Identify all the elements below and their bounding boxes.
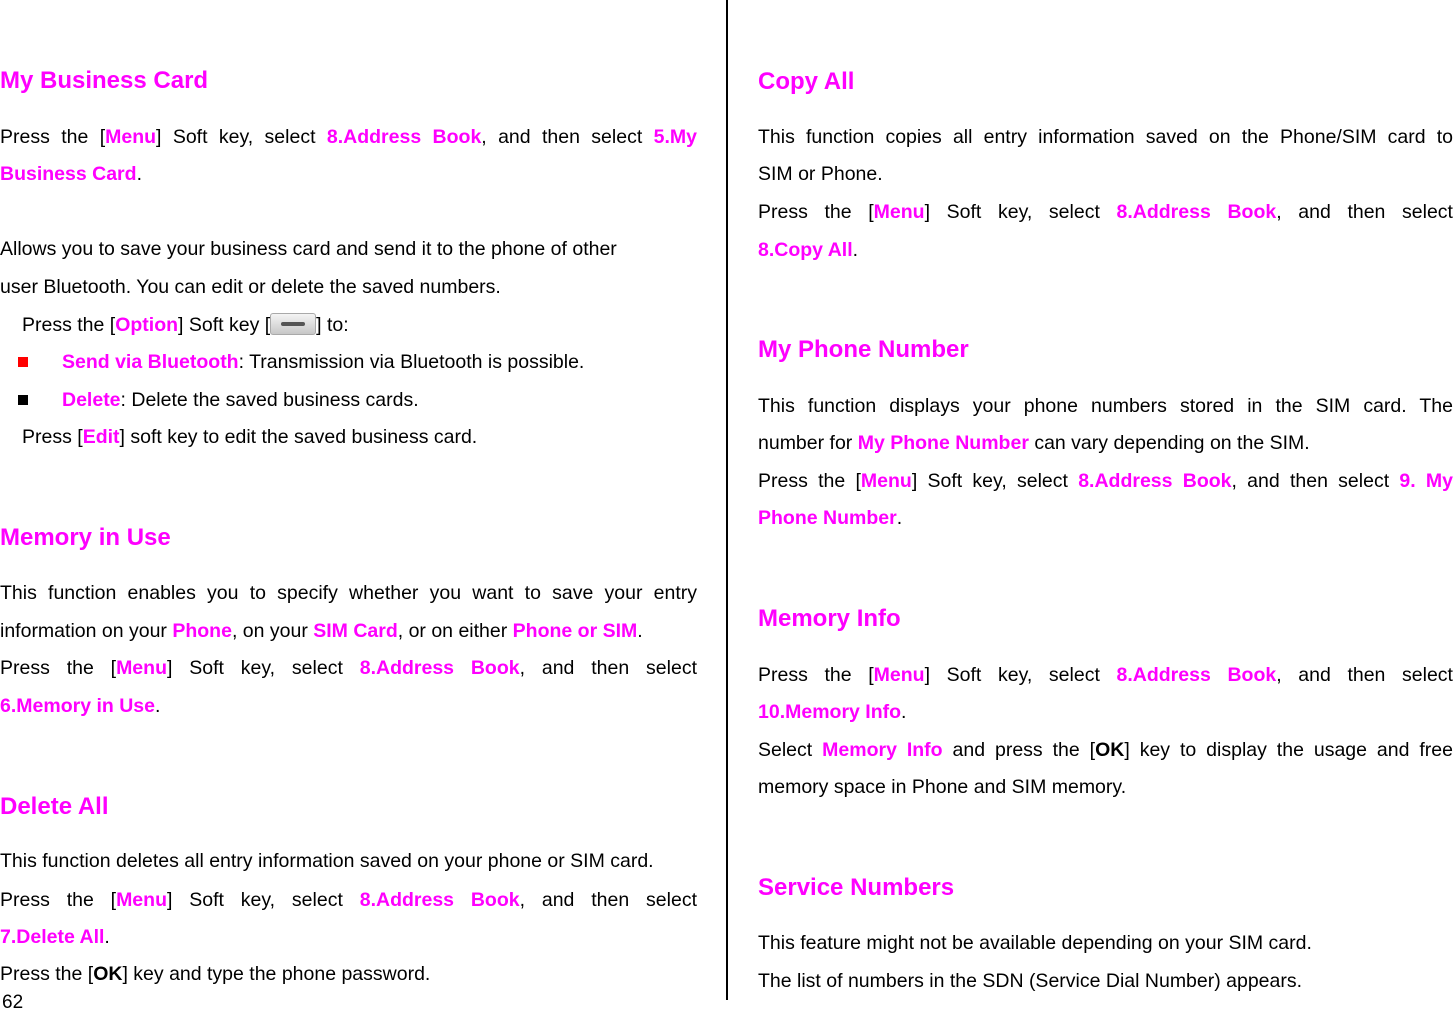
delete-all-line-1: This function deletes all entry information saved on your phone or SIM card.	[0, 850, 654, 872]
softkey-dash-icon	[270, 313, 316, 335]
edit-softkey-line: Press [Edit] soft key to edit the saved business card.	[22, 426, 478, 448]
black-square-bullet-icon	[18, 395, 28, 405]
heading-my-business-card: My Business Card	[0, 67, 209, 94]
memory-use-line-2: information on your Phone, on your SIM Card, or on either Phone or SIM.	[0, 620, 643, 642]
copy-all-line-1: This function copies all entry information saved on the Phone/SIM card to	[758, 126, 1453, 148]
business-desc-2: user Bluetooth. You can edit or delete the saved numbers.	[0, 276, 501, 298]
option-softkey-line: Press the [Option] Soft key [ ] to:	[22, 314, 349, 336]
delete-all-line-4: Press the [OK] key and type the phone password.	[0, 963, 431, 985]
page-number: 62	[2, 992, 24, 1013]
service-line-1: This feature might not be available depending on your SIM card.	[758, 932, 1312, 954]
memory-info-line-4: memory space in Phone and SIM memory.	[758, 776, 1127, 798]
phone-number-line-4: Phone Number.	[758, 507, 903, 529]
delete-all-line-2: Press the [Menu] Soft key, select 8.Address Book, and then select	[0, 889, 697, 911]
memory-info-line-3: Select Memory Info and press the [OK] key to display the usage and free	[758, 739, 1453, 761]
business-line-1: Press the [Menu] Soft key, select 8.Address Book, and then select 5.My	[0, 126, 697, 148]
memory-use-line-4: 6.Memory in Use.	[0, 695, 161, 717]
red-square-bullet-icon	[18, 357, 28, 367]
copy-all-line-3: Press the [Menu] Soft key, select 8.Address Book, and then select	[758, 201, 1453, 223]
service-line-2: The list of numbers in the SDN (Service Dial Number) appears.	[758, 970, 1303, 992]
heading-memory-in-use: Memory in Use	[0, 524, 171, 551]
bullet-delete: Delete: Delete the saved business cards.	[18, 381, 697, 419]
business-desc-1: Allows you to save your business card and send it to the phone of other	[0, 238, 617, 260]
phone-number-line-1: This function displays your phone numbers stored in the SIM card. The	[758, 395, 1453, 417]
memory-info-line-2: 10.Memory Info.	[758, 701, 907, 723]
business-line-2: Business Card.	[0, 163, 142, 185]
heading-my-phone-number: My Phone Number	[758, 336, 969, 363]
memory-use-line-1: This function enables you to specify whether you want to save your entry	[0, 582, 697, 604]
heading-delete-all: Delete All	[0, 793, 109, 820]
bullet-send-via-bluetooth: Send via Bluetooth: Transmission via Bluetooth is possible.	[18, 343, 697, 381]
heading-memory-info: Memory Info	[758, 605, 901, 632]
copy-all-line-4: 8.Copy All.	[758, 239, 859, 261]
heading-service-numbers: Service Numbers	[758, 874, 955, 901]
copy-all-line-2: SIM or Phone.	[758, 163, 883, 185]
phone-number-line-3: Press the [Menu] Soft key, select 8.Address Book, and then select 9. My	[758, 470, 1453, 492]
phone-number-line-2: number for My Phone Number can vary depending on the SIM.	[758, 432, 1310, 454]
heading-copy-all: Copy All	[758, 68, 855, 95]
column-divider	[726, 0, 728, 1000]
memory-info-line-1: Press the [Menu] Soft key, select 8.Address Book, and then select	[758, 664, 1453, 686]
memory-use-line-3: Press the [Menu] Soft key, select 8.Address Book, and then select	[0, 657, 697, 679]
delete-all-line-3: 7.Delete All.	[0, 926, 110, 948]
